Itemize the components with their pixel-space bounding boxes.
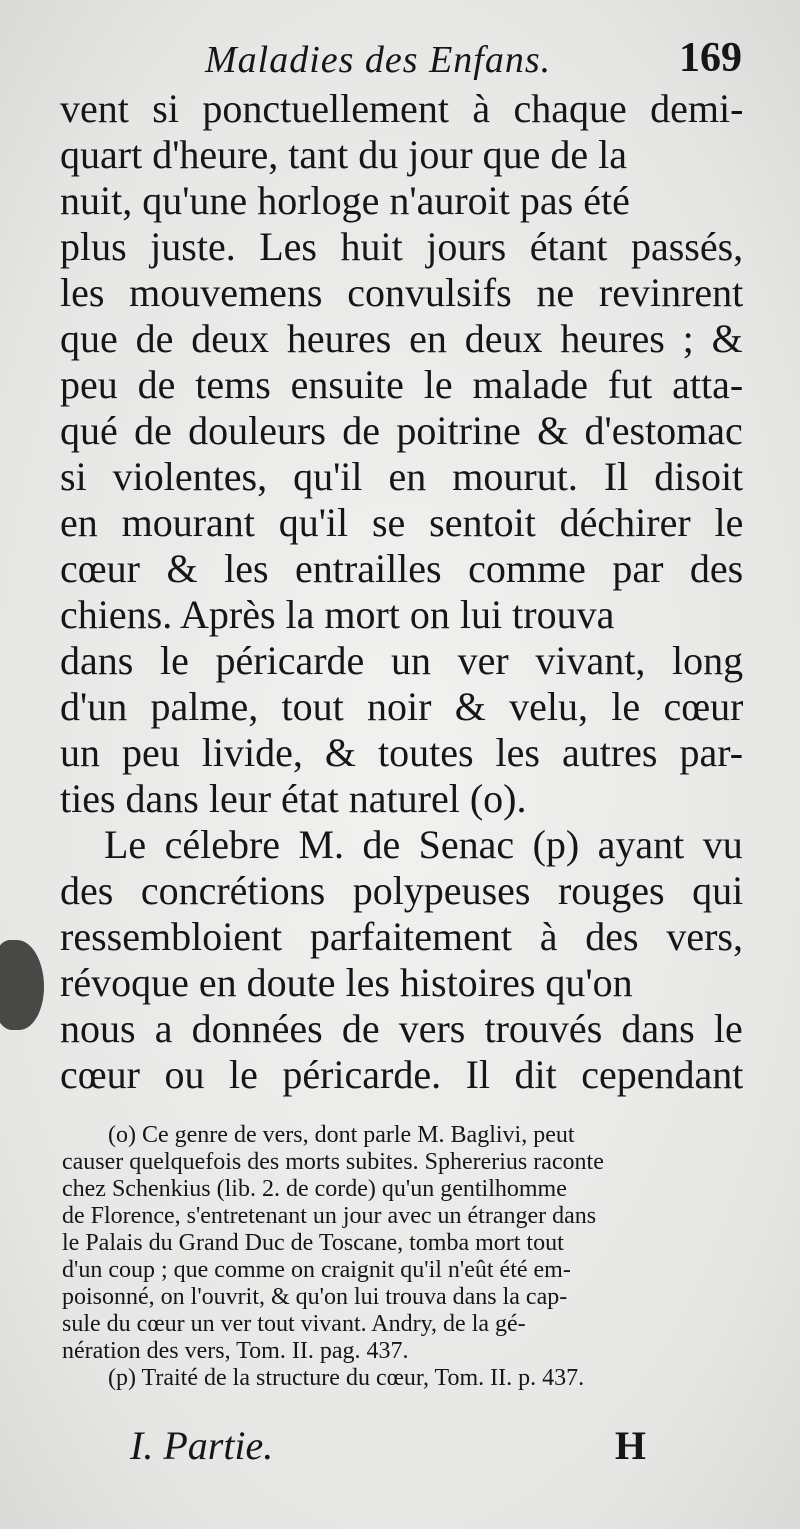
paragraph-start-line: Le célebre M. de Senac (p) ayant vu bbox=[104, 822, 743, 867]
footnote-line: nération des vers, Tom. II. pag. 437. bbox=[62, 1338, 409, 1364]
text-line: cœur & les entrailles comme par des bbox=[60, 546, 743, 591]
text-line: peu de tems ensuite le malade fut atta- bbox=[60, 362, 743, 407]
text-line: ties dans leur état naturel (o). bbox=[60, 776, 527, 821]
text-line: cœur ou le péricarde. Il dit cependant bbox=[60, 1052, 743, 1097]
ink-stain bbox=[0, 940, 44, 1030]
footnote-line: sule du cœur un ver tout vivant. Andry, de la gé- bbox=[62, 1311, 526, 1337]
footnote-p: (p) Traité de la structure du cœur, Tom. II. p. 437. bbox=[108, 1365, 585, 1391]
text-line: nuit, qu'une horloge n'auroit pas été bbox=[60, 178, 630, 223]
text-line: d'un palme, tout noir & velu, le cœur bbox=[60, 684, 743, 729]
footnote-line: d'un coup ; que comme on craignit qu'il n'eût été em- bbox=[62, 1257, 571, 1283]
footnote-line: de Florence, s'entretenant un jour avec un étranger dans bbox=[62, 1203, 597, 1229]
text-line: vent si ponctuellement à chaque demi- bbox=[60, 86, 743, 131]
page-footer bbox=[118, 1422, 646, 1472]
text-line: chiens. Après la mort on lui trouva bbox=[60, 592, 615, 637]
footnote-o-start: (o) Ce genre de vers, dont parle M. Baglivi, peut bbox=[108, 1122, 575, 1148]
text-line: en mourant qu'il se sentoit déchirer le bbox=[60, 500, 743, 545]
footnote-line: chez Schenkius (lib. 2. de corde) qu'un gentilhomme bbox=[62, 1176, 567, 1202]
text-line: un peu livide, & toutes les autres par- bbox=[60, 730, 743, 775]
page-header bbox=[60, 32, 742, 92]
signature-mark: H bbox=[614, 1423, 646, 1468]
text-line: nous a données de vers trouvés dans le bbox=[60, 1006, 743, 1051]
main-text bbox=[60, 86, 743, 1098]
text-line: quart d'heure, tant du jour que de la bbox=[60, 132, 628, 177]
running-title: Maladies des Enfans. bbox=[205, 39, 552, 81]
text-line: plus juste. Les huit jours étant passés, bbox=[60, 224, 743, 269]
text-line: si violentes, qu'il en mourut. Il disoit bbox=[60, 454, 743, 499]
footnote-line: causer quelquefois des morts subites. Sphererius raconte bbox=[62, 1149, 604, 1175]
footnotes bbox=[62, 1122, 744, 1392]
text-line: dans le péricarde un ver vivant, long bbox=[60, 638, 743, 683]
text-line: que de deux heures en deux heures ; & bbox=[60, 316, 743, 361]
footnote-line: poisonné, on l'ouvrit, & qu'on lui trouva dans la cap- bbox=[62, 1284, 568, 1310]
text-line: qué de douleurs de poitrine & d'estomac bbox=[60, 408, 743, 453]
signature-label: I. Partie. bbox=[130, 1423, 274, 1468]
text-line: les mouvemens convulsifs ne revinrent bbox=[60, 270, 743, 315]
text-line: des concrétions polypeuses rouges qui bbox=[60, 868, 743, 913]
page-number: 169 bbox=[679, 35, 742, 81]
footnote-line: le Palais du Grand Duc de Toscane, tomba mort tout bbox=[62, 1230, 564, 1256]
text-line: ressembloient parfaitement à des vers, bbox=[60, 914, 743, 959]
text-line: révoque en doute les histoires qu'on bbox=[60, 960, 633, 1005]
